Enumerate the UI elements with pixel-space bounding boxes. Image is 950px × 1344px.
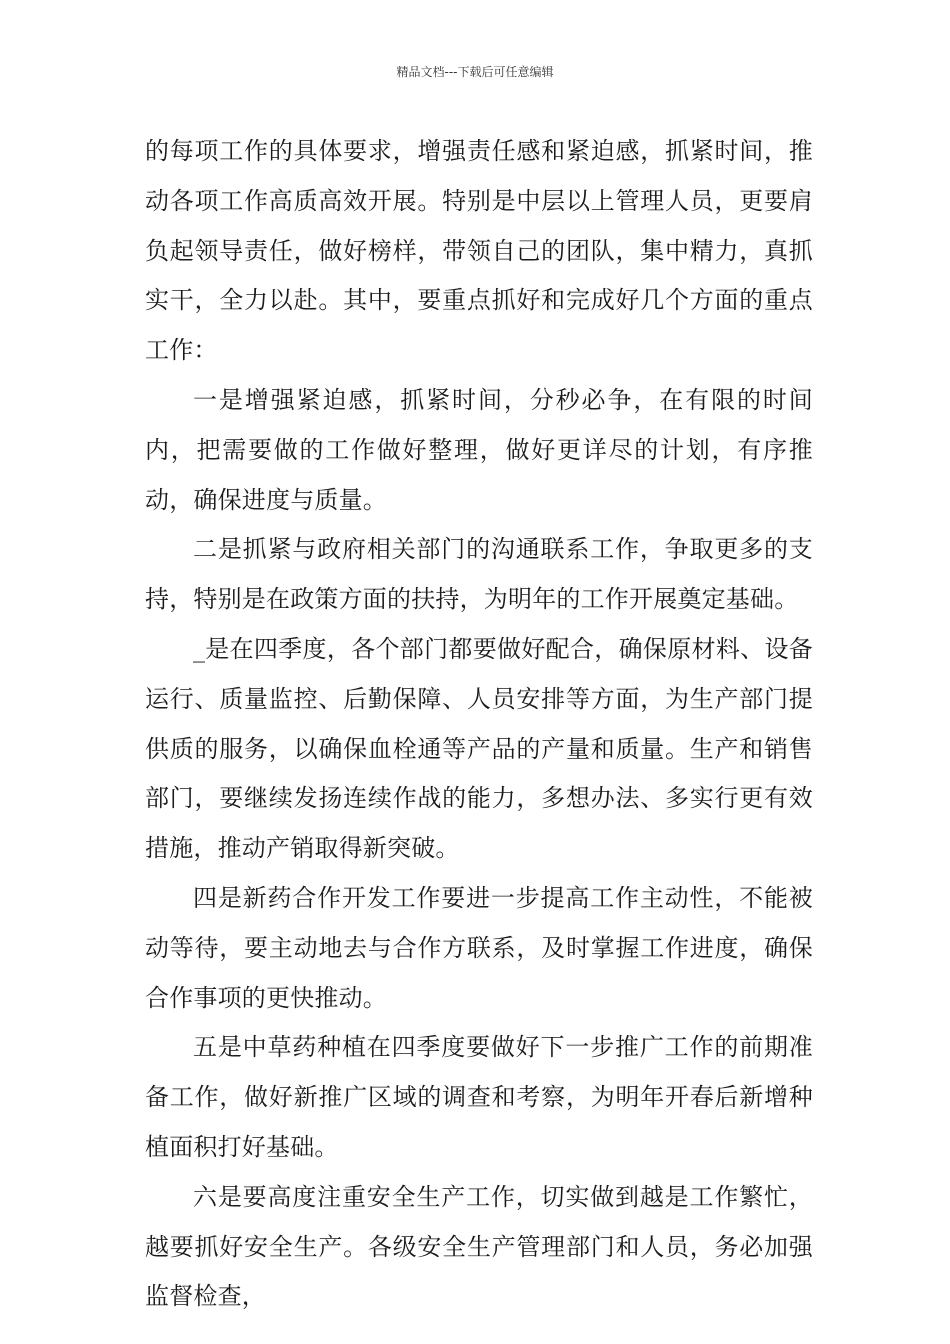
paragraph-4: _是在四季度，各个部门都要做好配合，确保原材料、设备运行、质量监控、后勤保障、人员安排等方面，为生产部门提供质的服务，以确保血栓通等产品的产量和质量。生产和销售部门，要继续发扬连续作战的能力，多想办法、多实行更有效措施，推动产销取得新突破。 [145, 634, 813, 863]
paragraph-7: 六是要高度注重安全生产工作，切实做到越是工作繁忙，越要抓好安全生产。各级安全生产管理部门和人员，务必加强监督检查， [145, 1182, 813, 1311]
paragraph-3: 二是抓紧与政府相关部门的沟通联系工作，争取更多的支持，特别是在政策方面的扶持，为明年的工作开展奠定基础。 [145, 535, 813, 614]
page-header: 精品文档---下载后可任意编辑 [396, 65, 554, 79]
document-body [145, 127, 813, 1322]
paragraph-1: 的每项工作的具体要求，增强责任感和紧迫感，抓紧时间，推动各项工作高质高效开展。特别是中层以上管理人员，更要肩负起领导责任，做好榜样，带领自己的团队，集中精力，真抓实干，全力以赴。其中，要重点抓好和完成好几个方面的重点工作： [145, 137, 813, 365]
paragraph-2: 一是增强紧迫感，抓紧时间，分秒必争，在有限的时间内，把需要做的工作做好整理，做好更详尽的计划，有序推动，确保进度与质量。 [145, 385, 813, 514]
paragraph-6: 五是中草药种植在四季度要做好下一步推广工作的前期准备工作，做好新推广区域的调查和考察，为明年开春后新增种植面积打好基础。 [145, 1033, 813, 1161]
paragraph-5: 四是新药合作开发工作要进一步提高工作主动性，不能被动等待，要主动地去与合作方联系，及时掌握工作进度，确保合作事项的更快推动。 [145, 883, 813, 1012]
